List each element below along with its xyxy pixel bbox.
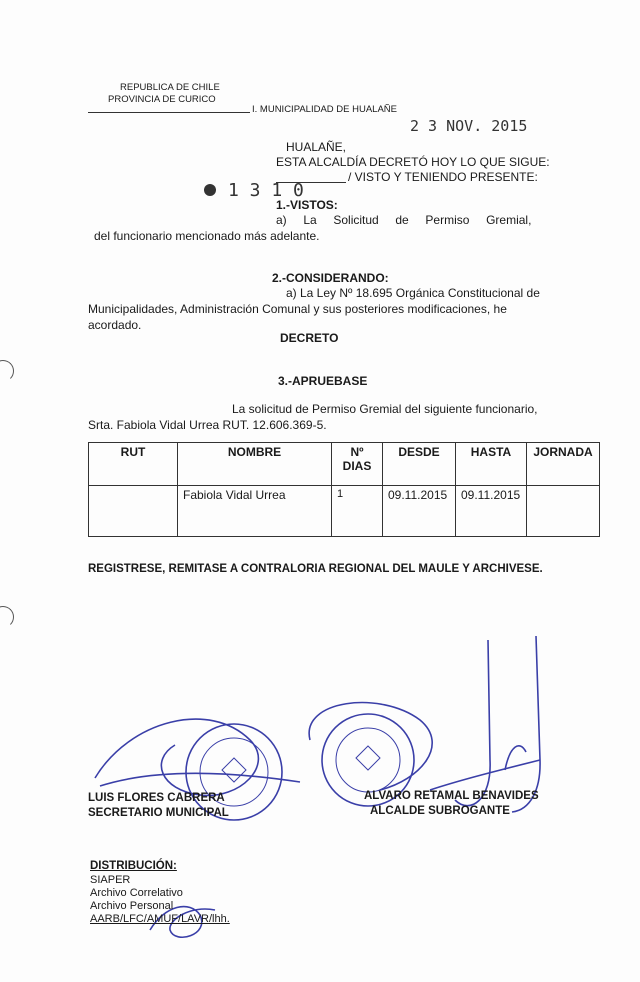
- list-item: AARB/LFC/AMUF/LAVR/lhh.: [90, 913, 230, 925]
- considerando-line-2: Municipalidades, Administración Comunal y sus posteriores modificaciones, he: [88, 302, 507, 316]
- right-signature-stroke-1: [309, 703, 432, 790]
- visto-label: / VISTO Y TENIENDO PRESENTE:: [348, 170, 538, 184]
- considerando-heading: 2.-CONSIDERANDO:: [272, 271, 389, 285]
- cell-nombre: Fabiola Vidal Urrea: [178, 486, 332, 537]
- list-item: Archivo Personal: [90, 900, 174, 912]
- list-item: Archivo Correlativo: [90, 887, 183, 899]
- considerando-line-1: a) La Ley Nº 18.695 Orgánica Constitucional de: [286, 286, 540, 300]
- right-signature-stroke-4: [430, 760, 540, 790]
- place-label: HUALAÑE,: [286, 140, 347, 154]
- left-signature-stroke-1: [95, 719, 258, 795]
- right-signer-name: ALVARO RETAMAL BENAVIDES: [364, 790, 539, 802]
- col-header-jornada: JORNADA: [527, 443, 600, 486]
- vistos-line-2: del funcionario mencionado más adelante.: [94, 229, 320, 243]
- decreto-label: DECRETO: [280, 331, 339, 345]
- col-header-dias-line-2: DIAS: [342, 459, 372, 473]
- left-seal-emblem: [222, 758, 246, 782]
- right-signer-title: ALCALDE SUBROGANTE: [370, 805, 510, 817]
- province-label: PROVINCIA DE CURICO: [108, 94, 216, 105]
- col-header-hasta: HASTA: [456, 443, 527, 486]
- cell-desde: 09.11.2015: [383, 486, 456, 537]
- apruebase-line-2: Srta. Fabiola Vidal Urrea RUT. 12.606.369-5.: [88, 418, 327, 432]
- distribution-list: [90, 874, 230, 926]
- municipality-label: I. MUNICIPALIDAD DE HUALAÑE: [252, 104, 397, 115]
- cell-dias: 1: [332, 486, 383, 537]
- distribution-heading: DISTRIBUCIÓN:: [90, 860, 177, 872]
- right-seal-emblem: [356, 746, 380, 770]
- cell-hasta: 09.11.2015: [456, 486, 527, 537]
- left-signer-name: LUIS FLORES CABRERA: [88, 792, 225, 804]
- republic-label: REPUBLICA DE CHILE: [120, 82, 220, 93]
- apruebase-heading: 3.-APRUEBASE: [278, 374, 368, 388]
- closing-text: REGISTRESE, REMITASE A CONTRALORIA REGIONAL DEL MAULE Y ARCHIVESE.: [88, 563, 543, 575]
- decree-intro: ESTA ALCALDÍA DECRETÓ HOY LO QUE SIGUE:: [276, 155, 550, 169]
- date-stamp: 2 3 NOV. 2015: [410, 117, 528, 135]
- right-signature-stroke-3: [512, 636, 540, 812]
- vistos-line-1: a) La Solicitud de Permiso Gremial,: [276, 213, 532, 227]
- vistos-heading: 1.-VISTOS:: [276, 198, 338, 212]
- col-header-dias-line-1: Nº: [350, 445, 364, 459]
- col-header-rut: RUT: [89, 443, 178, 486]
- considerando-line-3: acordado.: [88, 318, 142, 332]
- list-item: SIAPER: [90, 874, 131, 886]
- col-header-desde: DESDE: [383, 443, 456, 486]
- apruebase-line-1: La solicitud de Permiso Gremial del siguiente funcionario,: [232, 402, 538, 416]
- right-seal-inner: [336, 728, 400, 792]
- decree-number: 1 3 1 0: [228, 180, 304, 201]
- col-header-nombre: NOMBRE: [178, 443, 332, 486]
- left-signer-title: SECRETARIO MUNICIPAL: [88, 807, 229, 819]
